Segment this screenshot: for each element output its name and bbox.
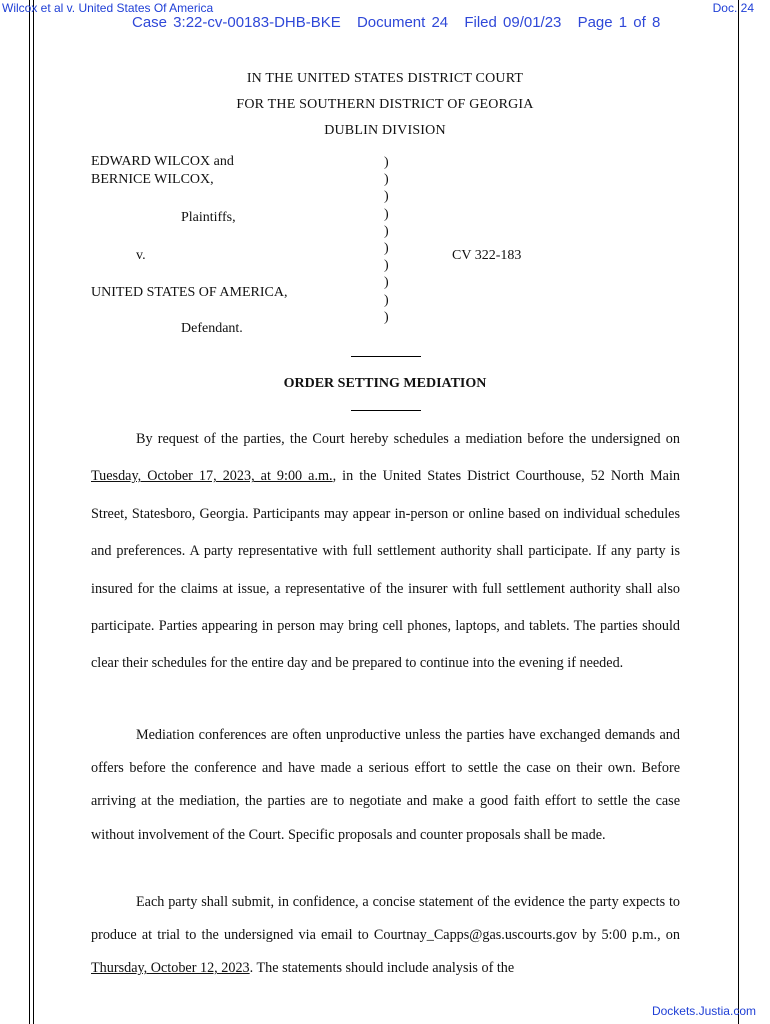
plaintiffs-label: Plaintiffs, — [181, 210, 236, 225]
right-border-rule — [738, 0, 739, 1024]
caption-parentheses: ) ) ) ) ) ) ) ) ) ) — [384, 155, 389, 325]
paragraph-2-text: Mediation conferences are often unproductive unless the parties have exchanged demands and offers before the conference and have made a serious effort to settle the case on their own. Before arriving at the mediation, the parties are to negotiate and make a good faith effort to settle the case without involvement of the Court. Specific proposals and counter proposals shall be made. — [91, 727, 680, 843]
mediation-date: Tuesday, October 17, 2023, at 9:00 a.m. — [91, 468, 333, 485]
paragraph-2 — [91, 719, 680, 852]
statement-deadline-date: Thursday, October 12, 2023 — [91, 960, 250, 977]
document-number-header: Document 24 — [356, 14, 449, 31]
filed-date-header: Filed 09/01/23 — [464, 14, 562, 31]
doc-number-link[interactable]: Doc. 24 — [712, 1, 754, 15]
order-title: ORDER SETTING MEDIATION — [283, 376, 487, 391]
divider-line-bottom — [351, 410, 421, 411]
left-border-rule-1 — [29, 0, 30, 1024]
divider-line-top — [351, 356, 421, 357]
page-count-header: Page 1 of 8 — [577, 14, 661, 31]
left-border-rule-2 — [33, 0, 34, 1024]
case-number-header: Case 3:22-cv-00183-DHB-BKE — [132, 14, 341, 31]
paragraph-1-text-a: By request of the parties, the Court hereby schedules a mediation before the undersigned on — [136, 431, 680, 447]
plaintiff-name-1: EDWARD WILCOX and — [91, 154, 234, 169]
paragraph-1 — [91, 421, 680, 683]
defendant-label: Defendant. — [181, 321, 243, 336]
defendant-name: UNITED STATES OF AMERICA, — [91, 285, 288, 300]
paragraph-1-text-b: , in the United States District Courthouse, 52 North Main Street, Statesboro, Georgia. Participants may appear in-person or online based on individual schedules and preferences. A party representative with full settlement authority shall participate. If any party is insured for the claims at issue, a representative of the insurer with full settlement authority shall also participate. Parties appearing in person may bring cell phones, laptops, and tablets. The parties should clear their schedules for the entire day and be prepared to continue into the evening if needed. — [91, 468, 680, 672]
paragraph-3-text-a: Each party shall submit, in confidence, a concise statement of the evidence the party expects to produce at trial to the undersigned via email to Courtnay_Capps@gas.uscourts.gov by 5:00 p.m., on — [91, 894, 680, 944]
court-name-line2: FOR THE SOUTHERN DISTRICT OF GEORGIA — [236, 97, 534, 112]
civil-case-number: CV 322-183 — [452, 248, 522, 263]
plaintiff-name-2: BERNICE WILCOX, — [91, 172, 214, 187]
docket-title-link[interactable]: Wilcox et al v. United States Of America — [2, 1, 214, 15]
court-name-line1: IN THE UNITED STATES DISTRICT COURT — [246, 71, 524, 86]
versus: v. — [136, 248, 146, 263]
justia-link[interactable]: Dockets.Justia.com — [651, 1004, 756, 1018]
paragraph-3-text-b: . The statements should include analysis of the — [249, 960, 515, 977]
court-division: DUBLIN DIVISION — [324, 123, 446, 138]
paragraph-3 — [91, 886, 680, 986]
case-header — [132, 14, 670, 31]
